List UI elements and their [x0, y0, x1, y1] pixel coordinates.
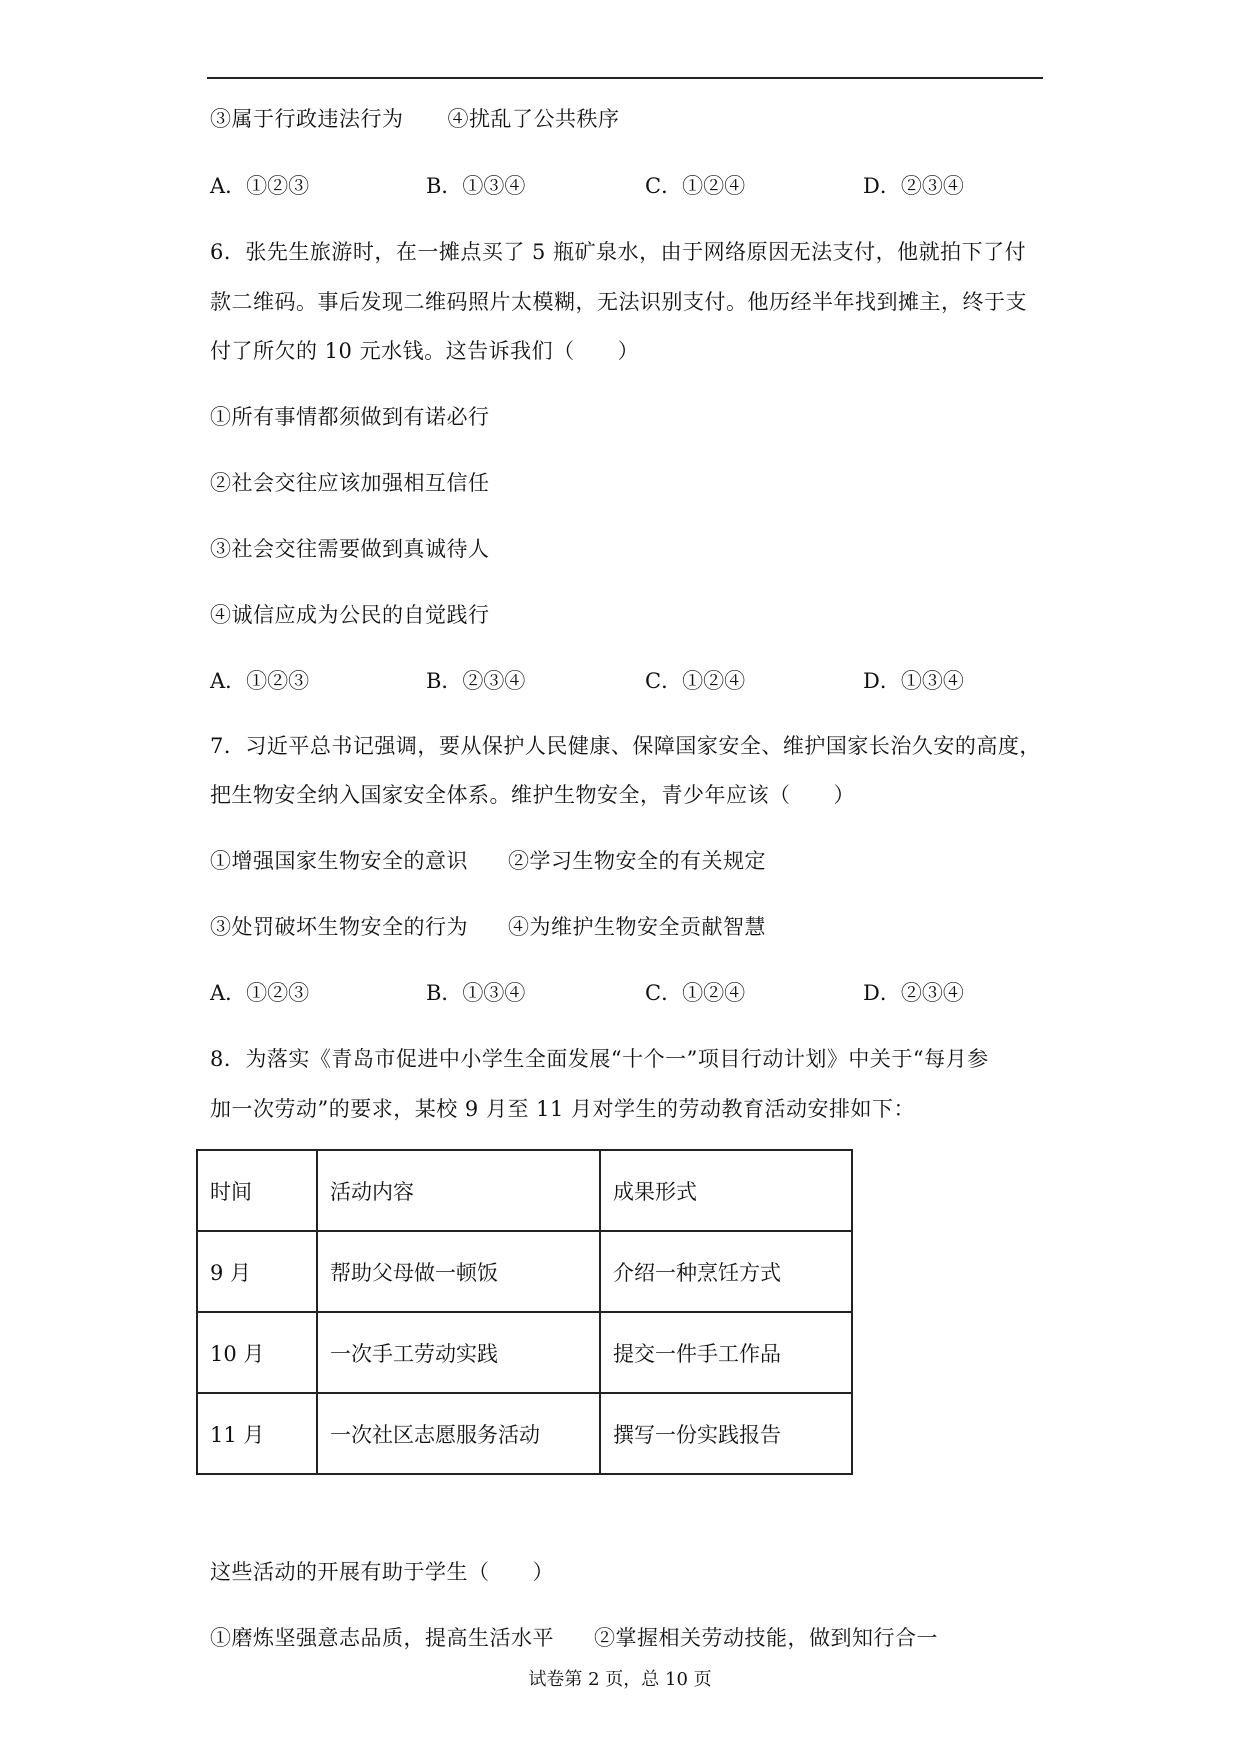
q5-option-a: A．①②③	[210, 174, 310, 198]
q6-statement-1: ①所有事情都须做到有诺必行	[210, 405, 490, 429]
q8-stem-line-2: 加一次劳动”的要求，某校 9 月至 11 月对学生的劳动教育活动安排如下：	[210, 1097, 916, 1121]
q6-stem-line-2: 款二维码。事后发现二维码照片太模糊，无法识别支付。他历经半年找到摊主，终于支	[210, 290, 1027, 314]
q6-option-c: C．①②④	[645, 669, 746, 693]
q6-statement-3: ③社会交往需要做到真诚待人	[210, 537, 490, 561]
q7-option-a: A．①②③	[210, 981, 310, 1005]
q6-option-d: D．①③④	[863, 669, 964, 693]
page-footer: 试卷第 2 页，总 10 页	[528, 1669, 712, 1690]
q7-option-b: B．①③④	[426, 981, 526, 1005]
table-row	[197, 1393, 852, 1474]
q6-stem-line-3: 付了所欠的 10 元水钱。这告诉我们（ ）	[210, 339, 640, 363]
table-header-cell: 成果形式	[600, 1150, 852, 1231]
table-header-cell: 时间	[197, 1150, 317, 1231]
q7-stem-line-1: 7．习近平总书记强调，要从保护人民健康、保障国家安全、维护国家长治久安的高度，	[210, 734, 1041, 758]
q6-option-a: A．①②③	[210, 669, 310, 693]
q8-stem-line-1: 8．为落实《青岛市促进中小学生全面发展“十个一”项目行动计划》中关于“每月参	[210, 1047, 989, 1071]
q7-statement-4: ④为维护生物安全贡献智慧	[508, 915, 766, 939]
table-cell: 11 月	[197, 1393, 317, 1474]
q8-statement-row-1	[210, 1623, 938, 1653]
q8-question: 这些活动的开展有助于学生（ ）	[210, 1560, 554, 1584]
table-cell: 提交一件手工作品	[600, 1312, 852, 1393]
q7-statement-3: ③处罚破坏生物安全的行为	[210, 915, 468, 939]
q7-statement-1: ①增强国家生物安全的意识	[210, 849, 468, 873]
q6-statement-4: ④诚信应成为公民的自觉践行	[210, 603, 490, 627]
q5-statement-row	[210, 104, 620, 134]
table-header-cell: 活动内容	[317, 1150, 600, 1231]
q8-statement-1: ①磨炼坚强意志品质，提高生活水平	[210, 1626, 554, 1650]
q7-statement-2: ②学习生物安全的有关规定	[508, 849, 766, 873]
table-row	[197, 1312, 852, 1393]
q5-option-c: C．①②④	[645, 174, 746, 198]
q7-statement-row-1	[210, 846, 766, 876]
q5-option-d: D．②③④	[863, 174, 964, 198]
table-cell: 9 月	[197, 1231, 317, 1312]
q7-statement-row-2	[210, 912, 766, 942]
q7-option-c: C．①②④	[645, 981, 746, 1005]
q5-statement-4: ④扰乱了公共秩序	[447, 107, 620, 131]
activity-table	[196, 1149, 853, 1475]
q8-statement-2: ②掌握相关劳动技能，做到知行合一	[594, 1626, 938, 1650]
q7-option-d: D．②③④	[863, 981, 964, 1005]
q7-stem-line-2: 把生物安全纳入国家安全体系。维护生物安全，青少年应该（ ）	[210, 783, 855, 807]
table-cell: 介绍一种烹饪方式	[600, 1231, 852, 1312]
table-cell: 10 月	[197, 1312, 317, 1393]
table-cell: 一次手工劳动实践	[317, 1312, 600, 1393]
header-rule	[207, 77, 1043, 79]
table-row	[197, 1231, 852, 1312]
q6-statement-2: ②社会交往应该加强相互信任	[210, 471, 490, 495]
q6-stem-line-1: 6．张先生旅游时，在一摊点买了 5 瓶矿泉水，由于网络原因无法支付，他就拍下了付	[210, 240, 1027, 264]
table-cell: 帮助父母做一顿饭	[317, 1231, 600, 1312]
table-cell: 一次社区志愿服务活动	[317, 1393, 600, 1474]
q5-statement-3: ③属于行政违法行为	[210, 107, 404, 131]
table-cell: 撰写一份实践报告	[600, 1393, 852, 1474]
q6-option-b: B．②③④	[426, 669, 526, 693]
table-header-row	[197, 1150, 852, 1231]
q5-option-b: B．①③④	[426, 174, 526, 198]
